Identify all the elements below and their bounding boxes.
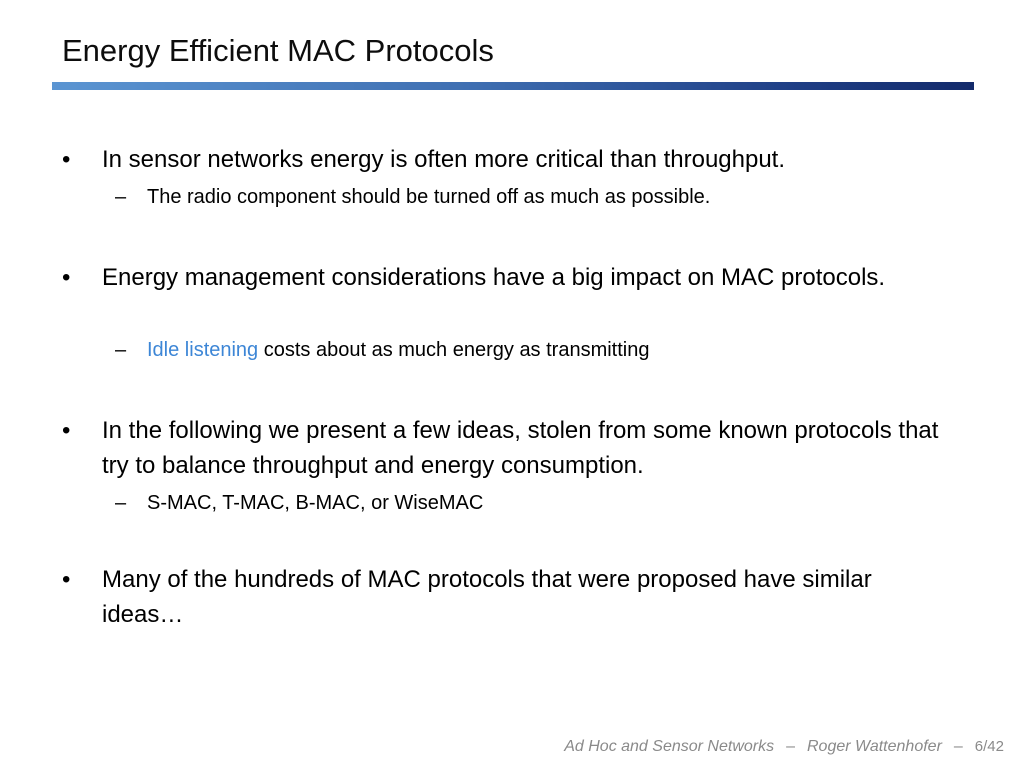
highlight-term: Idle listening — [147, 339, 259, 361]
sub-bullet-marker: – — [115, 492, 127, 514]
bullet-marker: • — [62, 146, 71, 173]
sub-bullet-item-2 — [115, 336, 975, 364]
bullet-item-4 — [62, 562, 962, 632]
footer-separator: – — [953, 738, 963, 755]
sub-bullet-marker: – — [115, 186, 127, 208]
sub-bullet-marker: – — [115, 339, 127, 361]
bullet-text: In sensor networks energy is often more critical than throughput. — [102, 146, 786, 173]
bullet-item-3 — [62, 413, 962, 483]
sub-bullet-item-3 — [115, 489, 975, 517]
sub-bullet-text: The radio component should be turned off as much as possible. — [147, 186, 711, 208]
bullet-text: Energy management considerations have a big impact on MAC protocols. — [102, 264, 886, 291]
bullet-marker: • — [62, 417, 71, 444]
bullet-marker: • — [62, 264, 71, 291]
sub-bullet-item-1 — [115, 183, 975, 211]
footer-separator: – — [786, 738, 795, 755]
sub-bullet-text: S-MAC, T-MAC, B-MAC, or WiseMAC — [147, 492, 484, 514]
footer-course: Ad Hoc and Sensor Networks — [564, 738, 775, 755]
slide-title: Energy Efficient MAC Protocols — [62, 33, 494, 68]
bullet-item-1 — [62, 142, 962, 177]
bullet-text: In the following we present a few ideas, stolen from some known protocols that try to balance throughput and energy consumption. — [102, 417, 939, 479]
slide-footer — [564, 737, 1004, 757]
page-number: 6/42 — [974, 738, 1004, 755]
title-underline-bar — [52, 82, 974, 90]
bullet-item-2 — [62, 260, 962, 295]
sub-bullet-rest: costs about as much energy as transmitting — [258, 339, 650, 361]
footer-author: Roger Wattenhofer — [807, 738, 942, 755]
sub-bullet-text — [147, 336, 975, 364]
bullet-text: Many of the hundreds of MAC protocols that were proposed have similar ideas… — [102, 566, 872, 628]
bullet-marker: • — [62, 566, 71, 593]
